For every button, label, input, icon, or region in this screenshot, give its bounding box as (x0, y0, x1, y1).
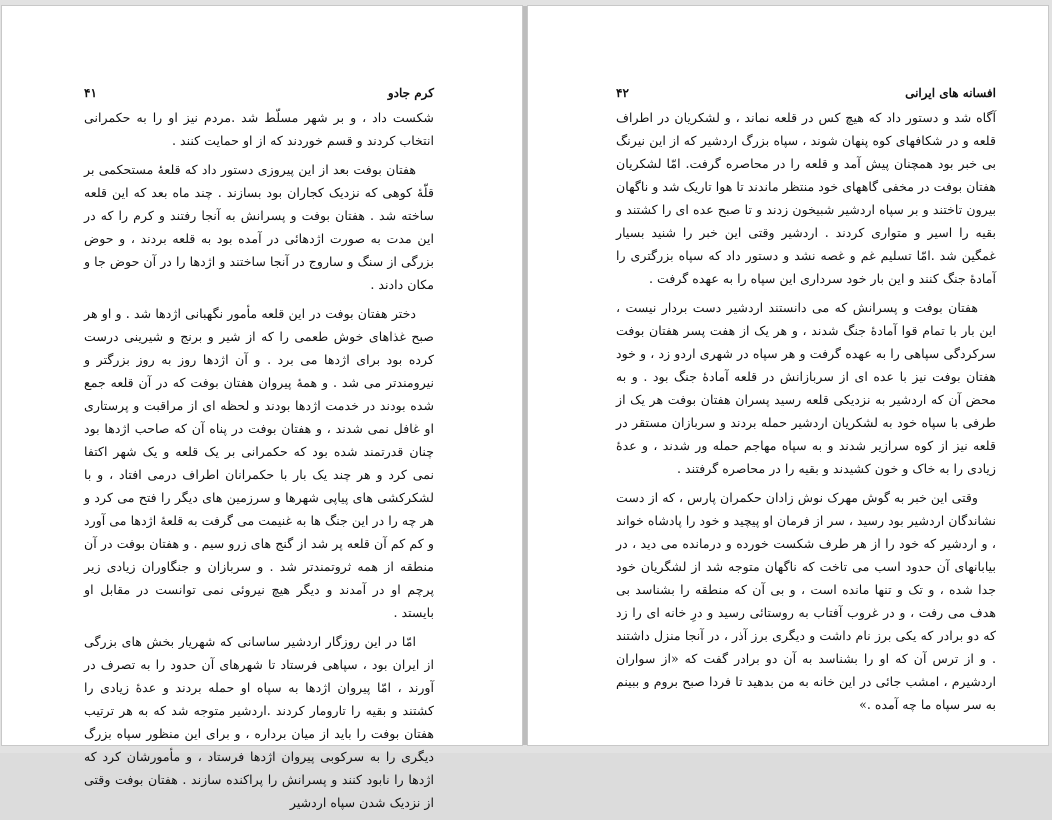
paragraph: هفتان بوفت بعد از این پیروزی دستور داد که قلعهٔ مستحکمی بر قلّهٔ کوهی که نزدیک کجاران بود بسازند . چند ماه بعد که این قلعه ساخته شد . هفتان بوفت و پسرانش به آنجا رفتند و کرم را که در این مدت به صورت اژدهائی در آمده بود به قلعه بردند ، و حوض بزرگی از سنگ و ساروج در آنجا ساختند و اژدها را در آن حوض جا و مکان دادند . (84, 162, 434, 292)
paragraph: هفتان بوفت و پسرانش که می دانستند اردشیر دست بردار نیست ، این بار با تمام قوا آمادهٔ جنگ شدند ، و هر یک از هفت پسر هفتان بوفت سرکردگی سپاهی را به عهده گرفت و هر سپاه در شهری اردو زد ، و خود هفتان بوفت نیز با عده ای از سربازانش در قلعه آمادهٔ جنگ بود . و به محض آن که اردشیر به نزدیکی قلعه رسید پسران هفتان بوفت هر یک از طرفی با سپاه خود به لشکریان اردشیر حمله بردند و سربازان مستقر در قلعه نیز از کوه سرازیر شدند و به سپاه مهاجم حمله ور شدند ، و عدهٔ زیادی را به خاک و خون کشیدند و بقیه را در محاصره گرفتند . (616, 300, 996, 476)
left-page (2, 6, 522, 810)
paragraph: وقتی این خبر به گوش مهرک نوش زادان حکمران پارس ، که از دست نشاندگان اردشیر بود رسید ، سر از فرمان او پیچید و خود را پادشاه خواند ، و اردشیر که خود را از هر طرف شکست خورده و درمانده می دید ، در بیابانهای آن حدود اسب می تاخت که ناگهان متوجه شد از لشگریان خود جدا شده ، و تک و تنها مانده است ، و بی آن که منطقه را بشناسد بی هدف می رفت ، و در غروب آفتاب به روستائی رسید و درِ خانه ای را زد که دو برادر که یکی برز نام داشت و دیگری برز آذر ، در آنجا منزل داشتند . و از ترس آن که او را بشناسد به آن دو برادر گفت که «از سواران اردشیرم ، امشب جائی در این خانه به من بدهید تا فردا صبح بروم و ببینم به سر سپاه ما چه آمده .» (616, 490, 996, 712)
left-page-body (84, 106, 434, 820)
left-page-number: ۴۱ (84, 86, 97, 100)
paragraph: شکست داد ، و بر شهر مسلّط شد .مردم نیز او را به حکمرانی انتخاب کردند و قسم خوردند که از او حمایت کنند . (84, 110, 434, 148)
right-page-body (616, 106, 996, 722)
paragraph: دختر هفتان بوفت در این قلعه مأمور نگهبانی اژدها شد . و او هر صبح غذاهای خوش طعمی را که از شیر و برنج و شیرینی درست کرده بود برای اژدها می برد . و آن اژدها روز به روز بزرگتر و نیرومندتر می شد . و همهٔ پیروان هفتان بوفت که در آن قلعه جمع شده بودند در خدمت اژدها بودند و لحظه ای از مراقبت و پرستاری او غافل نمی شدند ، و هفتان بوفت در پناه آن که صاحب اژدها بود چنان قدرتمند شده بود که حکمرانی بر یک قلعه و یک شهر اکتفا نمی کرد و هر چند یک بار با حکمرانان اطراف درمی افتاد ، و با لشکرکشی های پیاپی شهرها و سرزمین های دیگر را فتح می کرد و هر چه را در این جنگ ها به غنیمت می گرفت به قلعهٔ اژدها می آورد و کم کم آن قلعه پر شد از گنج های زرو سیم . و هفتان بوفت در آن منطقه از همه ثروتمندتر شد . و سربازان و جنگاوران زیادی زیر پرچم او در آمدند و دیگر هیچ نیروئی نمی توانست در مقابل او بایستد . (84, 306, 434, 620)
left-running-title: کرم جادو (387, 86, 434, 100)
right-page-header (616, 84, 996, 102)
left-page-header (84, 84, 434, 102)
right-page-number: ۴۲ (616, 86, 629, 100)
right-running-title: افسانه های ایرانی (905, 86, 996, 100)
paragraph: آگاه شد و دستور داد که هیچ کس در قلعه نماند ، و لشکریان در اطراف قلعه و در شکافهای کوه پنهان شوند ، سپاه بزرگ اردشیر که از این نیرنگ بی خبر بود همچنان پیش آمد و قلعه را در محاصره گرفت. امّا لشکریان هفتان بوفت در مخفی گاههای خود منتظر ماندند تا هوا تاریک شد و ناگهان بیرون تاختند و بر سپاه اردشیر شبیخون زدند و تا صبح عده ای را کشتند و بقیه را اسیر و متواری کردند . اردشیر وقتی این خبر را شنید بسیار غمگین شد .امّا تسلیم غم و غصه نشد و دستور داد که سپاه بزرگتری را آمادهٔ جنگ کنند و این بار خود سرداری این سپاه را به عهده گرفت . (616, 110, 996, 286)
paragraph: امّا در این روزگار اردشیر ساسانی که شهریار بخش های بزرگی از ایران بود ، سپاهی فرستاد تا شهرهای آن حدود را به تصرف در آورند ، امّا پیروان اژدها به سپاه او حمله بردند و عدهٔ زیادی را کشتند و بقیه را تارومار کردند .اردشیر متوجه شد که به هر ترتیب هفتان بوفت را باید از میان برداره ، و برای این منظور سپاه بزرگ دیگری را به سرکوبی پیروان اژدها فرستاد ، و مأمورشان کرد که اژدها را نابود کنند و پسرانش را پراکنده سازند . هفتان بوفت وقتی از نزدیک شدن سپاه اردشیر (84, 634, 434, 810)
book-gutter (523, 6, 527, 745)
right-page (528, 6, 1048, 745)
